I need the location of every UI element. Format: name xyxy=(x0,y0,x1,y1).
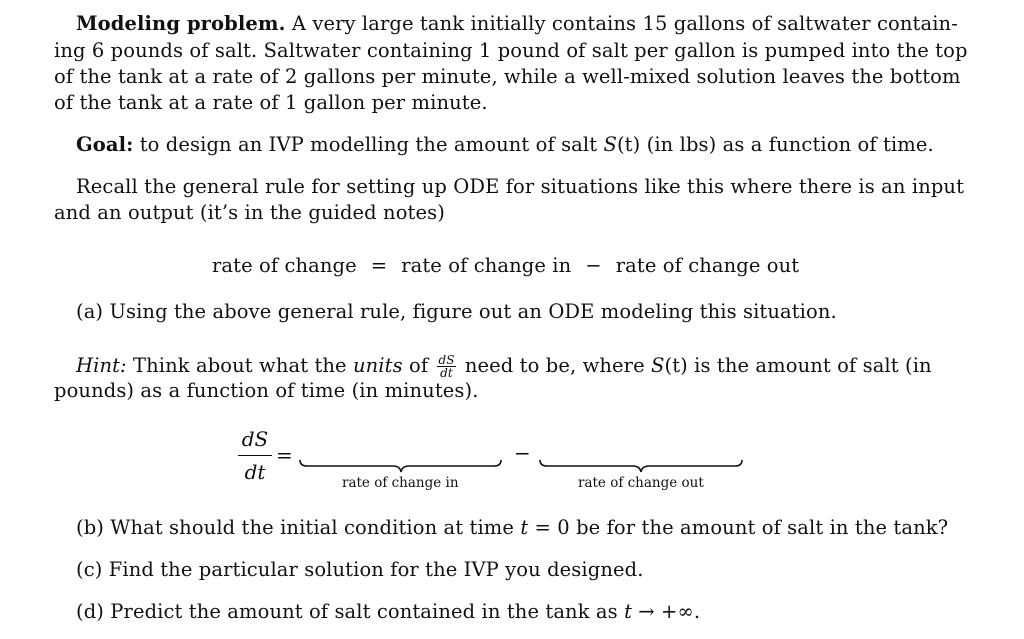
label-rate-out: rate of change out xyxy=(578,475,704,491)
label-rate-in: rate of change in xyxy=(342,475,459,491)
problem-heading: Modeling problem. xyxy=(76,12,286,35)
hint-line-1: Hint: Think about what the units of $\frac{dS}{dt}$ need to be, where S(t) is the amount of salt (in xyxy=(76,353,932,380)
part-c: (c) Find the particular solution for the IVP you designed. xyxy=(76,558,644,581)
goal-line: Goal: to design an IVP modelling the amount of salt S(t) (in lbs) as a function of time. xyxy=(76,133,934,156)
recall-line-2: and an output (it’s in the guided notes) xyxy=(54,201,445,224)
hint-label: Hint: xyxy=(76,354,127,377)
equation-minus: − xyxy=(514,441,531,465)
ds-dt-fraction: $\frac{dS}{dt}$ xyxy=(438,353,455,380)
derivative-fraction: $\frac{dS}{dt}$ xyxy=(238,427,272,484)
goal-label: Goal: xyxy=(76,133,134,156)
underbrace-in xyxy=(300,460,501,472)
part-a: (a) Using the above general rule, figure out an ODE modeling this situation. xyxy=(76,300,837,323)
rule-equation: rate of change = rate of change in − rate of change out xyxy=(212,254,800,277)
part-b: (b) What should the initial condition at time t = 0 be for the amount of salt in the tank? xyxy=(76,516,949,539)
intro-line-3: of the tank at a rate of 2 gallons per minute, while a well-mixed solution leaves the bottom xyxy=(54,65,961,88)
recall-line-1: Recall the general rule for setting up ODE for situations like this where there is an input xyxy=(76,175,965,198)
equation-equals: = xyxy=(276,443,293,467)
intro-line-2: ing 6 pounds of salt. Saltwater containing 1 pound of salt per gallon is pumped into the top xyxy=(54,39,968,62)
intro-line-1: Modeling problem. A very large tank initially contains 15 gallons of saltwater contain- xyxy=(76,12,958,35)
hint-line-2: pounds) as a function of time (in minutes). xyxy=(54,379,479,402)
underbrace-out xyxy=(540,460,742,472)
intro-line-4: of the tank at a rate of 1 gallon per minute. xyxy=(54,91,488,114)
part-d: (d) Predict the amount of salt contained in the tank as t → +∞. xyxy=(76,600,701,623)
